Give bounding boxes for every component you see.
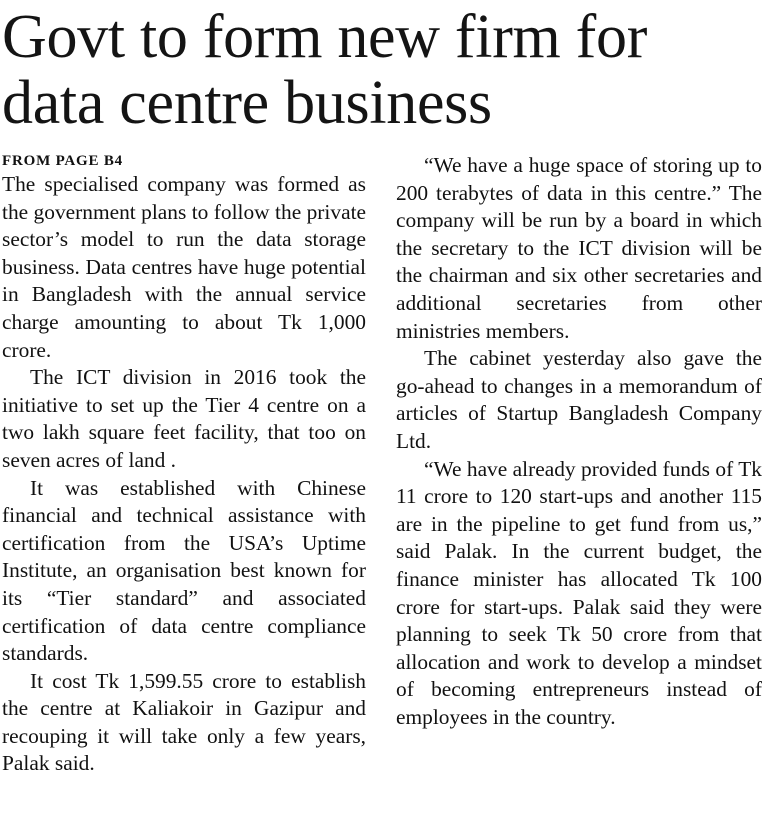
continued-from-label: FROM PAGE B4 — [2, 153, 123, 169]
headline: Govt to form new firm for data centre business — [2, 3, 648, 137]
paragraph: The specialised company was formed as the government plans to follow the private sector’s model to run the data storage business. Data centres have huge potential in Bangladesh with the annual service charge amounting to about Tk 1,000 crore. — [2, 172, 366, 362]
paragraph: It was established with Chinese financial and technical assistance with certification from the USA’s Uptime Institute, an organisation best known for its “Tier standard” and associated certification of data centre compliance standards. — [2, 475, 366, 666]
left-column — [2, 152, 366, 778]
paragraph: The ICT division in 2016 took the initiative to set up the Tier 4 centre on a two lakh square feet facility, that too on seven acres of land . — [2, 365, 366, 472]
right-column — [396, 152, 762, 731]
paragraph: “We have a huge space of storing up to 200 terabytes of data in this centre.” The company will be run by a board in which the secretary to the ICT division will be the chairman and six other secretaries and additional secretaries from other ministries members. — [396, 153, 762, 343]
paragraph: The cabinet yesterday also gave the go-ahead to changes in a memorandum of articles of Startup Bangladesh Company Ltd. — [396, 346, 762, 453]
paragraph: It cost Tk 1,599.55 crore to establish the centre at Kaliakoir in Gazipur and recouping it will take only a few years, Palak said. — [2, 668, 366, 776]
paragraph: “We have already provided funds of Tk 11 crore to 120 start-ups and another 115 are in the pipeline to get fund from us,” said Palak. In the current budget, the finance minister has allocated Tk 100 crore for start-ups. Palak said they were planning to seek Tk 50 crore from that allocation and work to develop a mindset of becoming entrepreneurs instead of employees in the country. — [396, 456, 762, 729]
